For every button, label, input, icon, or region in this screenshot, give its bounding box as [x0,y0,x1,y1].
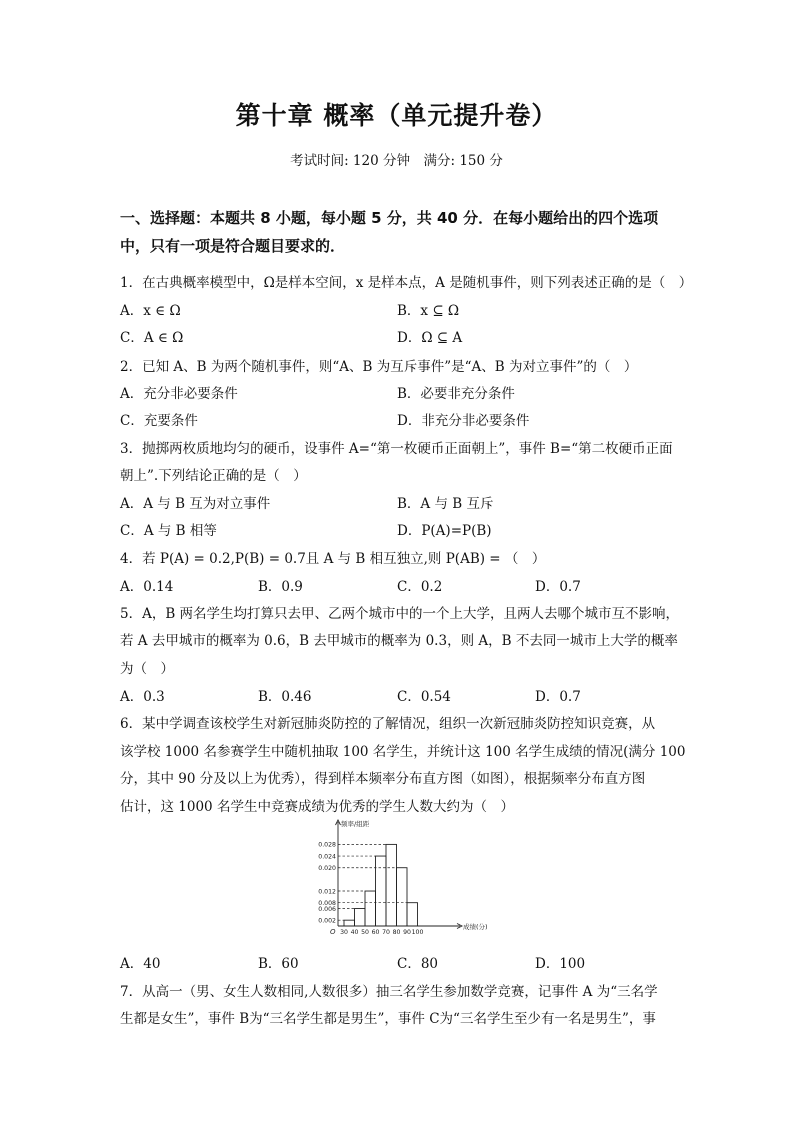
y-tick-label: 0.028 [318,841,336,849]
q5-stem-line2: 若 A 去甲城市的概率为 0.6，B 去甲城市的概率为 0.3，则 A，B 不去同一城市上大学的概率 [120,633,678,649]
x-tick-label: 30 [340,929,348,936]
q6-option-b: B．60 [258,956,299,972]
q3-option-b: B．A 与 B 互斥 [397,496,494,512]
q6-option-d: D．100 [535,956,586,972]
q5-stem-line1: 5．A，B 两名学生均打算只去甲、乙两个城市中的一个上大学，且两人去哪个城市互不影响， [120,606,680,622]
x-axis-label: 成绩(分) [463,923,488,931]
x-tick-label: 90 [403,929,411,936]
origin-label: O [330,928,336,936]
q4-option-d: D．0.7 [535,579,581,595]
x-tick-label: 50 [361,929,369,936]
histogram-bar [376,856,387,926]
q1-option-c: C．A ∈ Ω [120,330,184,346]
y-axis-label: 频率/组距 [341,820,370,828]
q1-option-d: D．Ω ⊆ A [397,330,463,346]
histogram-bar [397,868,408,926]
y-tick-label: 0.002 [318,917,336,925]
section-heading-line2: 中，只有一项是符合题目要求的． [120,237,346,255]
histogram-bar [365,891,376,926]
q6-stem-line4: 估计，这 1000 名学生中竞赛成绩为优秀的学生人数大约为（ ） [120,799,514,815]
q4-option-a: A．0.14 [120,579,174,595]
q1-option-a: A．x ∈ Ω [120,303,181,319]
q7-stem-line2: 生都是女生”，事件 B为“三名学生都是男生”，事件 C为“三名学生至少有一名是男生”，事 [120,1011,656,1027]
x-tick-label: 100 [411,929,424,936]
histogram-bar [386,844,397,926]
q4-stem: 4．若 P(A) = 0.2,P(B) = 0.7且 A 与 B 相互独立,则 P(AB) = （ ） [120,551,546,567]
q3-stem-line1: 3．抛掷两枚质地均匀的硬币，设事件 A=“第一枚硬币正面朝上”，事件 B=“第二枚硬币正面 [120,441,673,457]
x-tick-label: 60 [371,929,380,936]
q6-stem-line1: 6．某中学调查该校学生对新冠肺炎防控的了解情况，组织一次新冠肺炎防控知识竞赛，从 [120,716,656,732]
q1-option-b: B．x ⊆ Ω [397,303,460,319]
q6-stem-line3: 分，其中 90 分及以上为优秀），得到样本频率分布直方图（如图），根据频率分布直方图 [120,771,646,787]
histogram-bar [407,903,418,926]
q4-option-b: B．0.9 [258,579,303,595]
q5-option-d: D．0.7 [535,689,581,705]
q5-option-c: C．0.54 [397,689,451,705]
q4-option-c: C．0.2 [397,579,443,595]
y-tick-label: 0.024 [318,853,336,861]
q3-option-c: C．A 与 B 相等 [120,523,217,539]
x-tick-label: 40 [350,929,359,936]
y-tick-label: 0.008 [318,899,336,907]
frequency-histogram [300,814,500,944]
y-tick-label: 0.020 [318,865,336,873]
exam-info: 考试时间: 120 分钟 满分: 150 分 [290,153,503,169]
q3-stem-line2: 朝上”.下列结论正确的是（ ） [120,468,307,484]
q2-option-b: B．必要非充分条件 [397,386,515,402]
q6-option-a: A．40 [120,956,161,972]
y-tick-label: 0.006 [318,905,336,913]
q6-option-c: C．80 [397,956,439,972]
histogram-bar [355,909,366,926]
q2-option-d: D．非充分非必要条件 [397,413,530,429]
section-heading-line1: 一、选择题：本题共 8 小题，每小题 5 分，共 40 分．在每小题给出的四个选项 [120,209,659,227]
q2-stem: 2．已知 A、B 为两个随机事件，则“A、B 为互斥事件”是“A、B 为对立事件”的（ ） [120,359,638,375]
x-tick-label: 80 [392,929,401,936]
q6-stem-line2: 该学校 1000 名参赛学生中随机抽取 100 名学生，并统计这 100 名学生成绩的情况(满分 100 [120,744,686,760]
q3-option-d: D．P(A)=P(B) [397,523,492,539]
section-heading [120,204,680,260]
q1-stem: 1．在古典概率模型中，Ω是样本空间，x 是样本点，A 是随机事件，则下列表述正确的是（ ） [120,275,693,291]
q5-option-a: A．0.3 [120,689,165,705]
q7-stem-line1: 7．从高一（男、女生人数相同,人数很多）抽三名学生参加数学竞赛，记事件 A 为“三名学 [120,984,658,1000]
histogram-bar [344,920,355,926]
page-title: 第十章 概率（单元提升卷） [235,101,558,130]
q2-option-c: C．充要条件 [120,413,198,429]
q5-stem-line3: 为（ ） [120,661,174,677]
q2-option-a: A．充分非必要条件 [120,386,238,402]
q3-option-a: A．A 与 B 互为对立事件 [120,496,271,512]
q5-option-b: B．0.46 [258,689,312,705]
x-tick-label: 70 [382,929,390,936]
y-tick-label: 0.012 [318,888,336,896]
